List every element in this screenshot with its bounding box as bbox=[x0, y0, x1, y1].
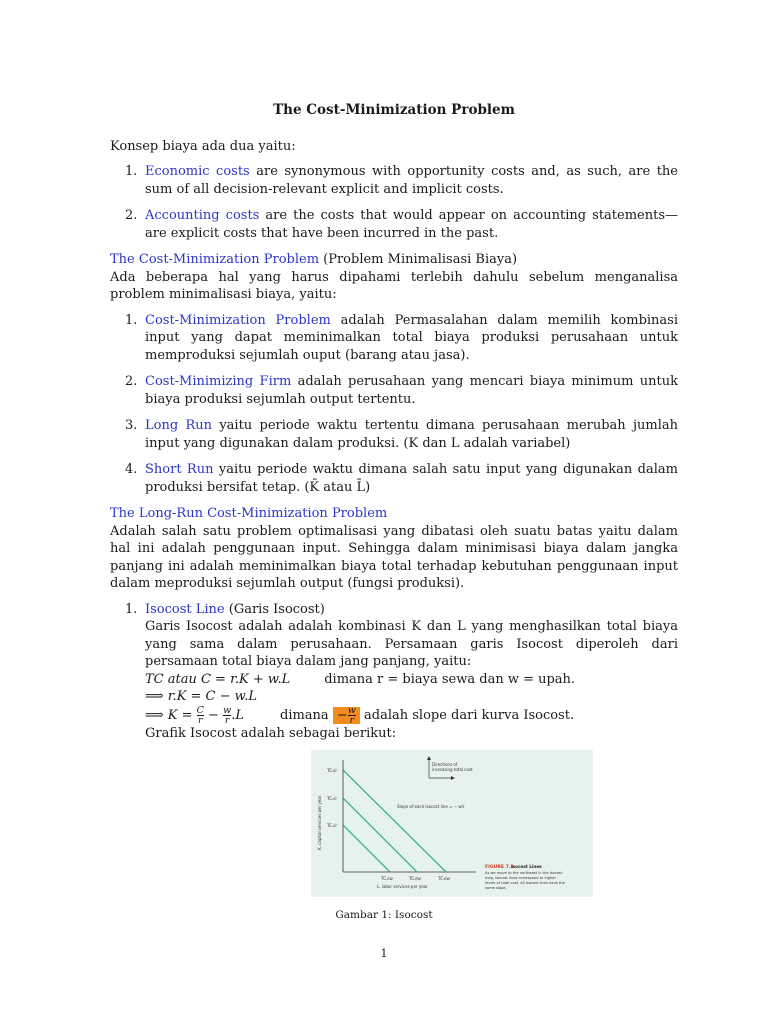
frac-denominator: r bbox=[224, 714, 230, 726]
tick-y-2: TC₂/r bbox=[327, 796, 338, 801]
equation-after: adalah slope dari kurva Isocost. bbox=[364, 707, 575, 723]
list-number: 2. bbox=[125, 208, 138, 223]
list-number: 1. bbox=[125, 601, 138, 617]
isocost-figure bbox=[311, 750, 593, 897]
figure-caption: Gambar 1: Isocost bbox=[335, 909, 433, 921]
list-item bbox=[110, 207, 678, 242]
section-paragraph: Ada beberapa hal yang harus dipahami terlebih dahulu sebelum menganalisa problem minimalisasi biaya, yaitu: bbox=[110, 269, 678, 302]
list-item bbox=[110, 312, 678, 365]
economic-costs-link[interactable]: Economic costs bbox=[145, 164, 250, 179]
page-number: 1 bbox=[380, 947, 388, 960]
section-paragraph: Adalah salah satu problem optimalisasi yang dibatasi oleh suatu batas yaitu dalam hal ini adalah penggunaan input. Sehingga dalam minimisasi biaya dalam jangka panjang ini adalah meminimalkan biaya total terhadap kebutuhan penggunaan input dalam meproduksi sejumlah output (fungsi produksi). bbox=[110, 523, 678, 591]
cost-minimization-link[interactable]: The Cost-Minimization Problem bbox=[110, 252, 320, 267]
slope-minus: − bbox=[336, 707, 348, 723]
fraction-c-over-r bbox=[197, 706, 204, 725]
figure-desc-3: levels of total cost. All isocost lines have the bbox=[485, 881, 565, 885]
list-item-text: yaitu periode waktu tertentu dimana perusahaan merubah jumlah input yang digunakan dalam produksi. (K dan L adalah variabel) bbox=[145, 418, 678, 451]
list-item bbox=[110, 417, 678, 452]
isocost-description: Garis Isocost adalah adalah kombinasi K dan L yang menghasilkan total biaya yang sama dalam perusahaan. Persamaan garis Isocost diperoleh dari persamaan total biaya dalam jang panjang, yaitu: bbox=[145, 619, 678, 669]
page-title: The Cost-Minimization Problem bbox=[273, 102, 515, 118]
isocost-line-3 bbox=[343, 770, 446, 872]
list-item-text: (Garis Isocost) bbox=[224, 601, 325, 617]
cost-types-list bbox=[110, 163, 678, 242]
list-item bbox=[110, 373, 678, 408]
equation-suffix: .L bbox=[231, 707, 244, 723]
list-number: 2. bbox=[125, 374, 138, 389]
cost-minimizing-firm-link[interactable]: Cost-Minimizing Firm bbox=[145, 374, 292, 389]
list-number: 4. bbox=[125, 462, 138, 477]
accounting-costs-link[interactable]: Accounting costs bbox=[145, 208, 260, 223]
graph-intro: Grafik Isocost adalah sebagai berikut: bbox=[145, 725, 397, 741]
page-content bbox=[110, 98, 678, 751]
frac-numerator: w bbox=[347, 704, 356, 716]
section-heading-long-run bbox=[110, 505, 678, 523]
y-axis-label: K, capital services per year bbox=[317, 795, 322, 850]
equation-note: dimana r = biaya sewa dan w = upah. bbox=[324, 671, 576, 687]
tick-x-2: TC₂/w bbox=[409, 876, 421, 881]
slope-label: Slope of each isocost line = − w/r bbox=[397, 804, 465, 809]
arrowhead-right-icon bbox=[451, 776, 455, 780]
list-item-text: adalah Permasalahan dalam memilih kombinasi input yang dapat meminimalkan total biaya produksi perusahaan untuk memproduksi sejumlah ouput (barang atau jasa). bbox=[145, 312, 678, 363]
list-item-text: yaitu periode waktu dimana salah satu input yang digunakan dalam produksi bersifat tetap. (K̄ atau L̄) bbox=[145, 462, 678, 495]
figure-number: FIGURE 7.1 bbox=[485, 865, 514, 870]
tick-y-3: TC₃/r bbox=[327, 768, 338, 773]
equation-minus: − bbox=[203, 707, 224, 723]
list-number: 3. bbox=[125, 418, 138, 433]
x-axis-label: L, labor services per year bbox=[377, 884, 428, 889]
list-item-text: are the costs that would appear on accounting statements—are explicit costs that have been incurred in the past. bbox=[145, 208, 678, 241]
frac-numerator: C bbox=[196, 704, 204, 716]
heading-rest: (Problem Minimalisasi Biaya) bbox=[319, 252, 518, 267]
list-item bbox=[110, 601, 678, 743]
frac-denominator: r bbox=[349, 714, 355, 726]
direction-label-1: Directions of bbox=[432, 762, 458, 767]
tick-y-1: TC₁/r bbox=[327, 823, 338, 828]
figure-desc-2: map, isocost lines correspond to higher bbox=[485, 876, 556, 880]
list-item bbox=[110, 461, 678, 496]
list-number: 1. bbox=[125, 164, 138, 179]
list-item bbox=[110, 163, 678, 198]
intro-text: Konsep biaya ada dua yaitu: bbox=[110, 138, 296, 154]
long-run-link[interactable]: Long Run bbox=[145, 418, 213, 433]
fraction-w-over-r bbox=[348, 706, 356, 725]
list-item-text: adalah perusahaan yang mencari biaya minimum untuk biaya produksi sejumlah output tertentu. bbox=[145, 374, 678, 407]
equation-line bbox=[145, 672, 575, 687]
arrowhead-up-icon bbox=[427, 756, 431, 760]
highlighted-slope bbox=[333, 704, 360, 726]
tick-x-3: TC₃/w bbox=[438, 876, 450, 881]
fraction-w-over-r bbox=[223, 706, 231, 725]
tick-x-1: TC₁/w bbox=[381, 876, 393, 881]
equation-prefix: ⟹ K = bbox=[145, 707, 197, 723]
list-number: 1. bbox=[125, 312, 138, 328]
figure-title: Isocost Lines bbox=[511, 864, 542, 869]
equation-dimana: dimana bbox=[280, 707, 329, 723]
isocost-line-2 bbox=[343, 798, 417, 872]
cost-minimization-problem-link[interactable]: Cost-Minimization Problem bbox=[145, 312, 331, 328]
equation-total-cost: TC atau C = r.K + w.L bbox=[145, 671, 291, 687]
isocost-list bbox=[110, 601, 678, 743]
equation-rearranged: ⟹ r.K = C − w.L bbox=[145, 689, 258, 704]
direction-label-2: increasing total cost bbox=[432, 767, 473, 772]
section-heading-cost-minimization bbox=[110, 251, 678, 269]
figure-desc-1: As we move to the northeast in the isocost bbox=[485, 871, 563, 875]
equation-slope-line bbox=[145, 704, 575, 726]
long-run-problem-link[interactable]: The Long-Run Cost-Minimization Problem bbox=[110, 506, 388, 521]
definitions-list bbox=[110, 312, 678, 497]
frac-numerator: w bbox=[223, 704, 232, 716]
isocost-graph bbox=[311, 750, 593, 897]
frac-denominator: r bbox=[198, 714, 203, 726]
isocost-line-link[interactable]: Isocost Line bbox=[145, 601, 225, 617]
figure-desc-4: same slope. bbox=[485, 886, 507, 890]
short-run-link[interactable]: Short Run bbox=[145, 462, 214, 477]
list-item-text: are synonymous with opportunity costs and, as such, are the sum of all decision-relevant explicit and implicit costs. bbox=[145, 164, 678, 197]
isocost-line-1 bbox=[343, 825, 390, 872]
